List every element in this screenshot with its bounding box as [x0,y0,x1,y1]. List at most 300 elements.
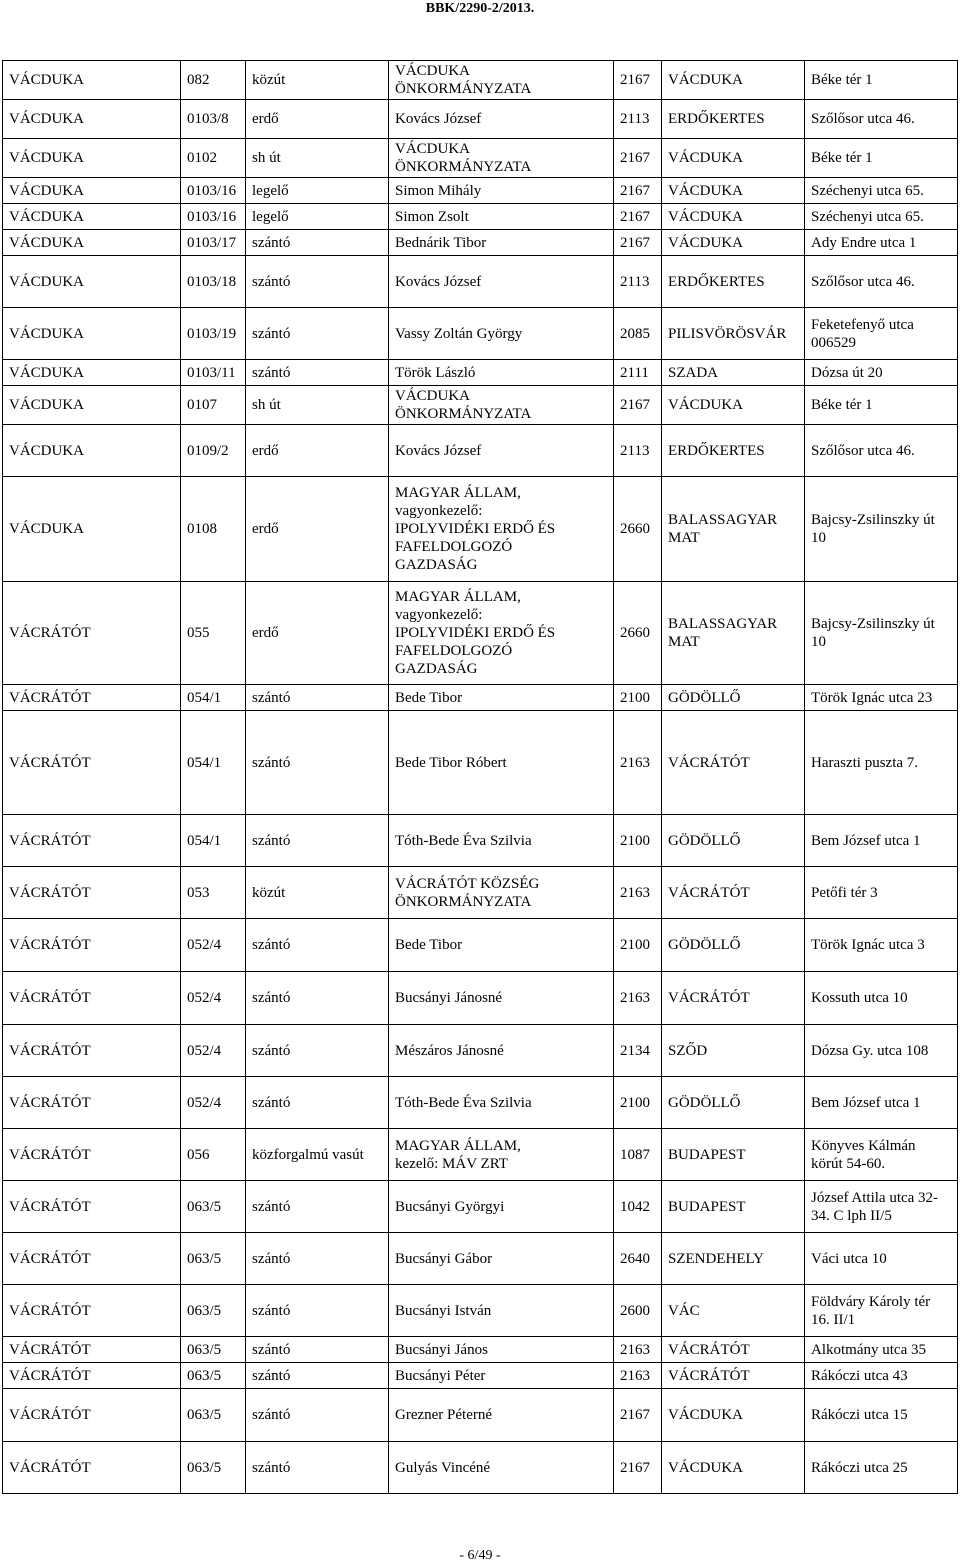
cell-line: szántó [252,364,291,381]
cell-line: VÁCDUKA [9,208,84,225]
land-use-cell [246,100,389,139]
parcel-number-cell [181,815,246,867]
cell-line: 054/1 [187,689,222,706]
cell-line: Bucsányi István [395,1302,492,1319]
owner-cell [389,425,614,477]
table-row [3,360,958,386]
owner-address-cell [805,867,958,919]
cell-line: VÁCRÁTÓT [668,990,750,1006]
land-use-cell [246,867,389,919]
cell-line: erdő [252,111,279,127]
cell-line: 34. C lph II/5 [811,1207,892,1224]
settlement-cell [3,1389,181,1442]
owner-city-cell [662,685,805,711]
settlement-cell [3,256,181,308]
cell-line: Kovács József [395,273,482,290]
cell-line: 2163 [620,754,650,771]
cell-line: VÁCDUKA [9,273,84,290]
cell-line: 054/1 [187,754,222,771]
postal-code-cell [614,685,662,711]
cell-line: 055 [187,625,210,641]
cell-line: 063/5 [187,1302,222,1319]
parcel-number-cell [181,230,246,256]
cell-line: Alkotmány utca 35 [811,1341,926,1358]
owner-city-cell [662,1181,805,1233]
table-row [3,972,958,1025]
owner-cell [389,815,614,867]
cell-line: IPOLYVIDÉKI ERDŐ ÉS [395,521,556,537]
cell-line: 2100 [620,832,650,849]
cell-line: 2167 [620,397,650,413]
owner-address-cell [805,1337,958,1363]
owner-cell [389,1077,614,1129]
cell-line: IPOLYVIDÉKI ERDŐ ÉS [395,625,556,641]
settlement-cell [3,1025,181,1077]
cell-line: 063/5 [187,1250,222,1267]
cell-line: GÖDÖLLŐ [668,937,741,953]
owner-city-cell [662,360,805,386]
cell-line: VÁCDUKA [9,397,84,413]
cell-line: VÁCDUKA [9,234,84,251]
owner-address-cell [805,1129,958,1181]
cell-line: VÁCRÁTÓT [668,884,750,901]
cell-line: 2163 [620,1341,650,1358]
cell-line: 052/4 [187,1042,222,1059]
cell-line: VÁCDUKA [9,150,84,166]
cell-line: VÁCRÁTÓT [9,884,91,901]
cell-line: VÁCDUKA [9,182,84,199]
land-use-cell [246,815,389,867]
cell-line: Béke tér 1 [811,397,873,413]
owner-city-cell [662,1129,805,1181]
cell-line: VÁCDUKA [668,150,743,166]
parcel-number-cell [181,582,246,685]
table-row [3,100,958,139]
land-use-cell [246,360,389,386]
cell-line: Váci utca 10 [811,1250,887,1267]
cell-line: erdő [252,442,279,459]
parcel-number-cell [181,1337,246,1363]
table-row [3,582,958,685]
settlement-cell [3,386,181,425]
cell-line: Török László [395,364,476,381]
owner-city-cell [662,204,805,230]
owner-address-cell [805,178,958,204]
table-body [3,61,958,1494]
parcel-number-cell [181,386,246,425]
owner-cell [389,139,614,178]
land-use-cell [246,204,389,230]
land-use-cell [246,139,389,178]
cell-line: Bem József utca 1 [811,1094,921,1111]
cell-line: 0102 [187,150,217,166]
cell-line: József Attila utca 32- [811,1189,939,1206]
cell-line: 052/4 [187,990,222,1006]
settlement-cell [3,919,181,972]
land-use-cell [246,386,389,425]
cell-line: Bajcsy-Zsilinszky út [811,616,935,632]
cell-line: szántó [252,1250,291,1267]
cell-line: PILISVÖRÖSVÁR [668,325,787,342]
cell-line: Vassy Zoltán György [395,325,523,342]
cell-line: VÁCDUKA [9,521,84,537]
cell-line: Feketefenyő utca [811,316,914,333]
cell-line: Földváry Károly tér [811,1293,931,1310]
parcel-number-cell [181,1233,246,1285]
owner-cell [389,1389,614,1442]
cell-line: szántó [252,1341,291,1358]
postal-code-cell [614,1077,662,1129]
settlement-cell [3,1129,181,1181]
owner-city-cell [662,867,805,919]
cell-line: Ady Endre utca 1 [811,234,917,251]
cell-line: Bucsányi János [395,1341,488,1358]
cell-line: Simon Zsolt [395,208,469,225]
postal-code-cell [614,1337,662,1363]
settlement-cell [3,1337,181,1363]
cell-line: 082 [187,72,210,88]
parcel-number-cell [181,425,246,477]
cell-line: szántó [252,937,291,953]
settlement-cell [3,1181,181,1233]
cell-line: Haraszti puszta 7. [811,754,919,771]
settlement-cell [3,61,181,100]
table-row [3,1337,958,1363]
cell-line: szántó [252,234,291,251]
owner-city-cell [662,1025,805,1077]
cell-line: GAZDASÁG [395,557,478,573]
cell-line: 2113 [620,273,650,290]
cell-line: VÁCDUKA [395,388,470,404]
settlement-cell [3,178,181,204]
cell-line: VÁCRÁTÓT [9,1367,91,1384]
owner-address-cell [805,425,958,477]
owner-city-cell [662,1233,805,1285]
cell-line: 0103/8 [187,111,229,127]
table-row [3,685,958,711]
parcel-number-cell [181,919,246,972]
table-row [3,711,958,815]
cell-line: Dózsa út 20 [811,364,883,381]
cell-line: 2167 [620,1407,650,1423]
cell-line: VÁCDUKA [9,442,84,459]
land-use-cell [246,1337,389,1363]
cell-line: erdő [252,521,279,537]
cell-line: VÁCRÁTÓT [9,1407,91,1423]
owner-address-cell [805,256,958,308]
cell-line: Grezner Péterné [395,1407,493,1423]
land-use-cell [246,308,389,360]
cell-line: 1042 [620,1198,650,1215]
owner-cell [389,582,614,685]
cell-line: GÖDÖLLŐ [668,832,741,849]
table-row [3,815,958,867]
parcel-number-cell [181,1181,246,1233]
cell-line: 006529 [811,334,856,351]
cell-line: Rákóczi utca 43 [811,1367,908,1384]
land-use-cell [246,1077,389,1129]
postal-code-cell [614,139,662,178]
cell-line: BUDAPEST [668,1146,746,1163]
cell-line: 0103/16 [187,208,237,225]
owner-city-cell [662,1285,805,1337]
postal-code-cell [614,477,662,582]
owner-cell [389,685,614,711]
cell-line: 0103/19 [187,325,237,342]
settlement-cell [3,972,181,1025]
owner-city-cell [662,100,805,139]
settlement-cell [3,1233,181,1285]
postal-code-cell [614,972,662,1025]
cell-line: 063/5 [187,1367,222,1384]
cell-line: 052/4 [187,1094,222,1111]
cell-line: Török Ignác utca 23 [811,689,933,706]
cell-line: MAT [668,634,700,650]
land-use-cell [246,1025,389,1077]
owner-address-cell [805,815,958,867]
settlement-cell [3,685,181,711]
cell-line: Kossuth utca 10 [811,990,908,1006]
owner-address-cell [805,1233,958,1285]
cell-line: 2640 [620,1250,650,1267]
land-use-cell [246,1389,389,1442]
owner-cell [389,477,614,582]
owner-cell [389,1337,614,1363]
cell-line: VÁCDUKA [9,111,84,127]
parcel-number-cell [181,1129,246,1181]
land-use-cell [246,972,389,1025]
postal-code-cell [614,308,662,360]
table-row [3,867,958,919]
cell-line: vagyonkezelő: [395,503,483,519]
owner-address-cell [805,919,958,972]
cell-line: Mészáros Jánosné [395,1042,504,1059]
land-use-cell [246,256,389,308]
cell-line: 2163 [620,1367,650,1384]
cell-line: szántó [252,273,291,290]
owner-cell [389,919,614,972]
cell-line: szántó [252,1042,291,1059]
cell-line: 063/5 [187,1198,222,1215]
parcel-number-cell [181,1077,246,1129]
owner-city-cell [662,178,805,204]
cell-line: 2167 [620,234,650,251]
cell-line: VÁCRÁTÓT [9,832,91,849]
owner-address-cell [805,711,958,815]
cell-line: 2600 [620,1302,650,1319]
settlement-cell [3,1442,181,1494]
table-row [3,178,958,204]
cell-line: szántó [252,990,291,1006]
cell-line: BUDAPEST [668,1198,746,1215]
cell-line: 2100 [620,689,650,706]
owner-address-cell [805,1077,958,1129]
cell-line: VÁCRÁTÓT [9,1094,91,1111]
owner-city-cell [662,919,805,972]
cell-line: szántó [252,1302,291,1319]
cell-line: Petőfi tér 3 [811,884,878,901]
cell-line: szántó [252,1459,291,1476]
owner-cell [389,386,614,425]
cell-line: Rákóczi utca 15 [811,1407,908,1423]
cell-line: 2113 [620,111,650,127]
cell-line: VÁCDUKA [668,1407,743,1423]
cell-line: Könyves Kálmán [811,1137,916,1154]
parcel-number-cell [181,178,246,204]
cell-line: 0107 [187,397,217,413]
owner-city-cell [662,386,805,425]
owner-city-cell [662,1442,805,1494]
settlement-cell [3,1285,181,1337]
cell-line: GÖDÖLLŐ [668,689,741,706]
owner-address-cell [805,582,958,685]
owner-address-cell [805,1363,958,1389]
cell-line: 2167 [620,72,650,88]
cell-line: szántó [252,1367,291,1384]
cell-line: szántó [252,1407,291,1423]
parcel-number-cell [181,711,246,815]
cell-line: Tóth-Bede Éva Szilvia [395,832,532,849]
cell-line: Dózsa Gy. utca 108 [811,1042,929,1059]
postal-code-cell [614,582,662,685]
owner-address-cell [805,1025,958,1077]
cell-line: VÁCRÁTÓT [9,990,91,1006]
table-row [3,61,958,100]
cell-line: SZADA [668,364,719,381]
postal-code-cell [614,919,662,972]
settlement-cell [3,711,181,815]
owner-city-cell [662,815,805,867]
postal-code-cell [614,256,662,308]
cell-line: kezelő: MÁV ZRT [395,1155,508,1172]
cell-line: VÁCRÁTÓT [668,1341,750,1358]
table-row [3,1077,958,1129]
parcel-number-cell [181,972,246,1025]
cell-line: Szőlősor utca 46. [811,442,915,459]
owner-address-cell [805,308,958,360]
cell-line: 063/5 [187,1407,222,1423]
postal-code-cell [614,425,662,477]
owner-cell [389,308,614,360]
parcel-number-cell [181,139,246,178]
land-use-cell [246,1181,389,1233]
table-row [3,1389,958,1442]
table-row [3,204,958,230]
owner-address-cell [805,1181,958,1233]
parcel-number-cell [181,477,246,582]
cell-line: 053 [187,884,210,901]
cell-line: vagyonkezelő: [395,607,483,623]
settlement-cell [3,815,181,867]
owner-cell [389,1181,614,1233]
table-row [3,308,958,360]
cell-line: 0103/16 [187,182,237,199]
cell-line: 2134 [620,1042,650,1059]
parcel-number-cell [181,1389,246,1442]
cell-line: MAGYAR ÁLLAM, [395,1137,521,1154]
owner-address-cell [805,139,958,178]
cell-line: 2100 [620,937,650,953]
cell-line: 2085 [620,325,650,342]
cell-line: sh út [252,150,281,166]
postal-code-cell [614,1129,662,1181]
cell-line: Bem József utca 1 [811,832,921,849]
cell-line: 0108 [187,521,217,537]
owner-address-cell [805,230,958,256]
cell-line: 2113 [620,442,650,459]
cell-line: Bede Tibor Róbert [395,754,507,771]
settlement-cell [3,100,181,139]
cell-line: MAGYAR ÁLLAM, [395,485,521,501]
postal-code-cell [614,867,662,919]
cell-line: Rákóczi utca 25 [811,1459,908,1476]
cell-line: 063/5 [187,1459,222,1476]
table-row [3,1025,958,1077]
parcel-number-cell [181,685,246,711]
settlement-cell [3,139,181,178]
table-row [3,477,958,582]
owner-cell [389,1233,614,1285]
land-use-cell [246,919,389,972]
owner-city-cell [662,1337,805,1363]
cell-line: ÖNKORMÁNYZATA [395,159,532,175]
parcel-number-cell [181,100,246,139]
cell-line: Kovács József [395,442,482,459]
cell-line: VÁCRÁTÓT [9,1042,91,1059]
cell-line: VÁCDUKA [668,208,743,225]
owner-city-cell [662,1077,805,1129]
land-use-cell [246,1285,389,1337]
owner-address-cell [805,1442,958,1494]
cell-line: VÁCDUKA [395,141,470,157]
owner-city-cell [662,1389,805,1442]
cell-line: 063/5 [187,1341,222,1358]
cell-line: Bucsányi Gábor [395,1250,493,1267]
cell-line: Tóth-Bede Éva Szilvia [395,1094,532,1111]
land-registry-table [2,60,958,1494]
cell-line: Bucsányi Györgyi [395,1198,505,1215]
cell-line: ERDŐKERTES [668,273,765,290]
settlement-cell [3,867,181,919]
owner-cell [389,178,614,204]
cell-line: VÁCRÁTÓT KÖZSÉG [395,875,540,892]
owner-cell [389,1363,614,1389]
cell-line: ERDŐKERTES [668,111,765,127]
cell-line: VÁCRÁTÓT [9,1341,91,1358]
document-reference: BBK/2290-2/2013. [425,1,535,16]
parcel-number-cell [181,61,246,100]
owner-city-cell [662,256,805,308]
owner-cell [389,360,614,386]
table-row [3,425,958,477]
parcel-number-cell [181,1442,246,1494]
owner-cell [389,100,614,139]
cell-line: 2167 [620,150,650,166]
cell-line: ÖNKORMÁNYZATA [395,893,532,910]
land-use-cell [246,582,389,685]
cell-line: Bede Tibor [395,689,463,706]
land-use-cell [246,477,389,582]
table-row [3,230,958,256]
cell-line: 0103/17 [187,234,237,251]
owner-cell [389,256,614,308]
cell-line: szántó [252,754,291,771]
owner-address-cell [805,972,958,1025]
cell-line: VÁCRÁTÓT [668,754,750,771]
land-use-cell [246,685,389,711]
cell-line: VÁCDUKA [668,182,743,199]
cell-line: ÖNKORMÁNYZATA [395,406,532,422]
